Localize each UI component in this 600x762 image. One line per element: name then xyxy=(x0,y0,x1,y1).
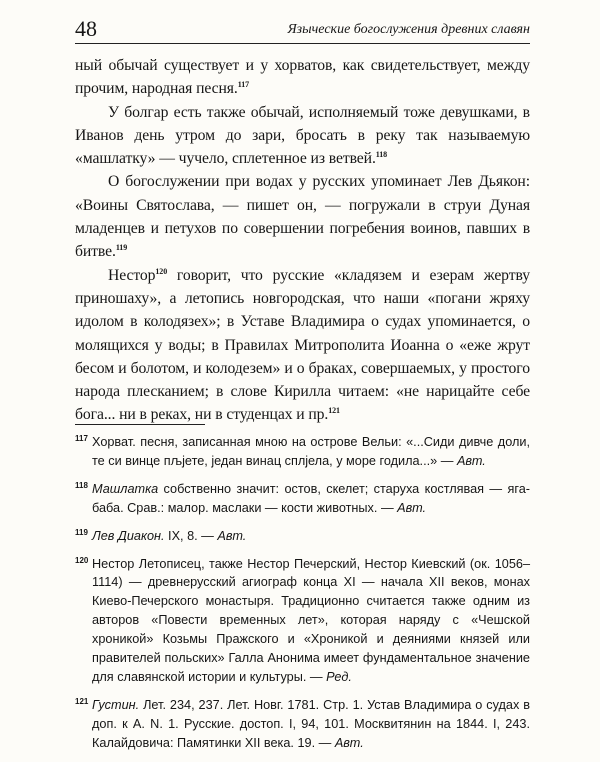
footnote-121: 121 Густин. Лет. 234, 237. Лет. Новг. 1781. Стр. 1. Устав Владимира о судах в доп. к А. N. 1. Русские. достоп. I, 94, 101. Москвитянин на 1844. I, 243. Калайдовича: Памятинки XII века. 19. — Авт. xyxy=(75,696,530,750)
footnotes xyxy=(75,433,530,762)
paragraph-2: У болгар есть также обычай, исполняемый тоже девушками, в Иванов день утром до зари, бросать в реку так называемую «машлатку» — чучело, сплетенное из ветвей.$^{118}$ xyxy=(75,103,530,168)
paragraph-4: Нестор$^{120}$ говорит, что русские «кладязем и езерам жертву приношаху», а летопись новгородская, что наши «погани жряху идолом в колодязех»; в Уставе Владимира о судах упоминается, о молящихся у воды; в Правилах Митрополита Иоанна о «еже жрут бесом и болотом, и колодезем» и о браках, совершаемых, у простого народа плесканием; в слове Кирилла читаем: «не нарицайте себе бога... ни в реках, ни в студенцах и пр.$^{121}$ xyxy=(75,266,530,424)
page-header xyxy=(75,17,530,44)
footnote-number: 121 xyxy=(75,696,89,706)
footnote-ref-121[interactable]: 121 xyxy=(328,406,340,416)
footnote-ref-118[interactable]: 118 xyxy=(375,150,388,160)
footnote-120: 120 Нестор Летописец, также Нестор Печерский, Нестор Киевский (ок. 1056–1114) — древнерусский агиограф конца XI — начала XII веков, монах Киево-Печерского монастыря. Традиционно считается также одним из авторов «Повести временных лет», которая наряду с «Чешской хроникой» Козьмы Пражского и «Хроникой и деяниями князей или правителей польских» Галла Анонима имеет фундаментальное значение для славянской истории и культуры. — Ред. xyxy=(75,555,530,684)
footnote-number: 118 xyxy=(75,480,88,490)
footnote-ref-119[interactable]: 119 xyxy=(115,243,128,253)
running-title: Языческие богослужения древних славян xyxy=(287,22,530,37)
footnote-ref-120[interactable]: 120 xyxy=(155,266,168,276)
footnote-divider xyxy=(75,424,205,425)
page-number: 48 xyxy=(75,16,97,41)
footnote-number: 119 xyxy=(75,527,88,537)
paragraph-3: О богослужении при водах у русских упоминает Лев Дьякон: «Воины Святослава, — пишет он, — погружали в струи Дуная младенцев и петухов по совершении погребения воинов, павших в битве.$^{119}$ xyxy=(75,173,530,261)
footnote-118: 118 Машлатка собственно значит: остов, скелет; старуха костлявая — яга-баба. Срав.: малор. маслаки — кости животных. — Авт. xyxy=(75,480,530,515)
footnote-number: 117 xyxy=(75,434,88,443)
footnote-119: 119 Лев Диакон. IX, 8. — Авт. xyxy=(75,527,247,543)
main-text xyxy=(75,54,530,427)
footnote-number: 120 xyxy=(75,555,89,565)
footnote-117: 117 Хорват. песня, записанная мною на острове Вельи: «...Сиди дивче доли, те си винце пљjете, jедан винац сплjела, у море годила...» — Авт. xyxy=(75,434,530,468)
paragraph-1: ный обычай существует и у хорватов, как свидетельствует, между прочим, народная песня.$^{117}$ xyxy=(75,57,530,98)
footnote-ref-117[interactable]: 117 xyxy=(237,80,250,90)
